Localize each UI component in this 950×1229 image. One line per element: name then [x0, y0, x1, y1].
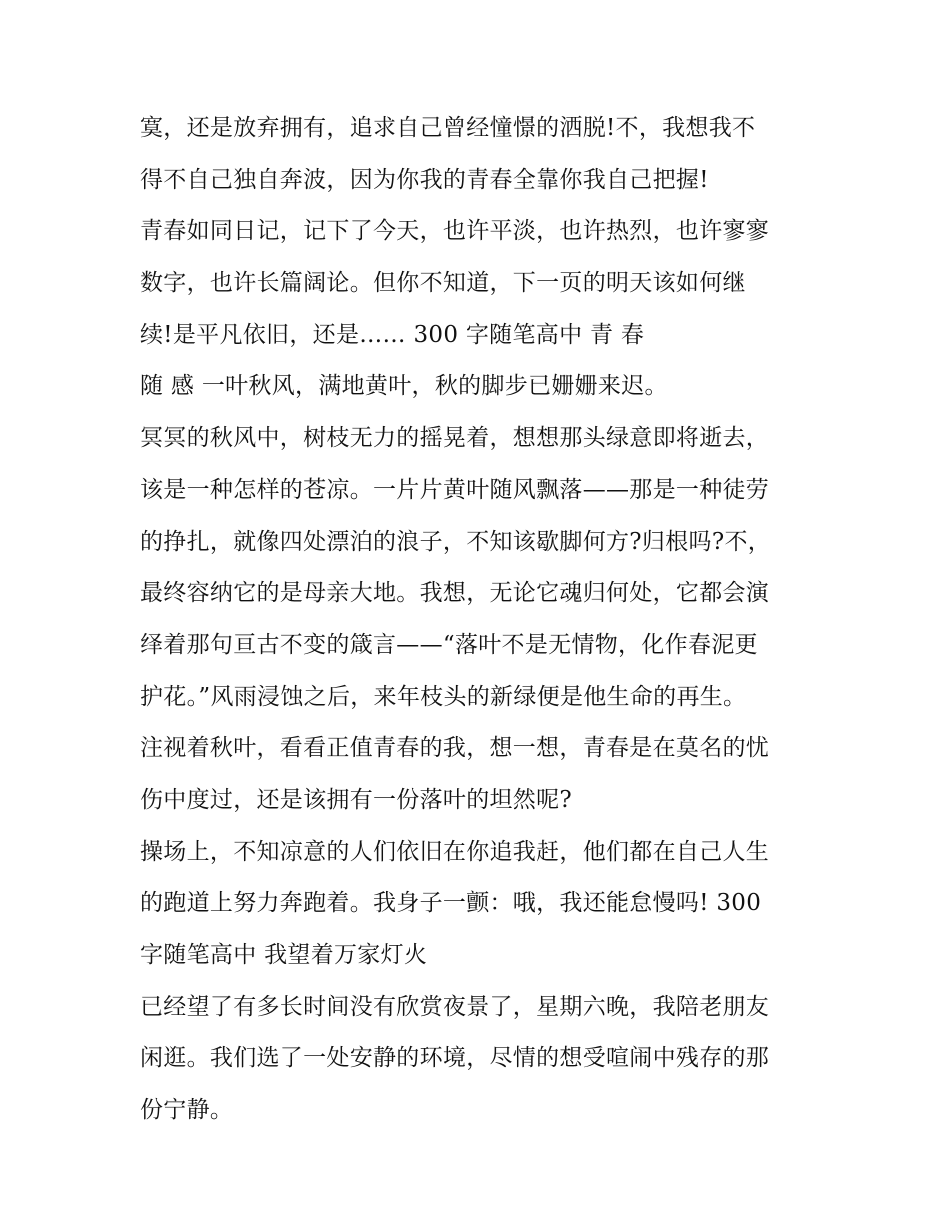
text-line: 该是一种怎样的苍凉。一片片黄叶随风飘落——那是一种徒劳 — [140, 476, 770, 503]
text-line: 已经望了有多长时间没有欣赏夜景了，星期六晚，我陪老朋友 — [140, 993, 770, 1020]
text-line: 份宁静。 — [140, 1097, 234, 1124]
text-line: 青春如同日记，记下了今天，也许平淡，也许热烈，也许寥寥 — [140, 218, 770, 245]
text-line: 最终容纳它的是母亲大地。我想，无论它魂归何处，它都会演 — [140, 580, 770, 607]
text-line: 绎着那句亘古不变的箴言——“落叶不是无情物，化作春泥更 — [140, 631, 758, 658]
text-line: 数字，也许长篇阔论。但你不知道，下一页的明天该如何继 — [140, 270, 746, 297]
text-line: 寞，还是放弃拥有，追求自己曾经憧憬的洒脱!不，我想我不 — [140, 115, 756, 141]
text-line: 的跑道上努力奔跑着。我身子一颤：哦，我还能怠慢吗! 300 — [140, 890, 762, 917]
text-line: 注视着秋叶，看看正值青春的我，想一想，青春是在莫名的忧 — [140, 735, 770, 762]
text-line: 伤中度过，还是该拥有一份落叶的坦然呢? — [140, 786, 573, 813]
text-line: 字随笔高中 我望着万家灯火 — [140, 942, 428, 968]
text-line: 冥冥的秋风中，树枝无力的摇晃着，想想那头绿意即将逝去， — [140, 425, 770, 452]
text-line: 的挣扎，就像四处漂泊的浪子，不知该歇脚何方?归根吗?不， — [140, 528, 772, 555]
text-line: 护花。”风雨浸蚀之后，来年枝头的新绿便是他生命的再生。 — [140, 683, 747, 710]
text-line: 得不自己独自奔波，因为你我的青春全靠你我自己把握! — [140, 166, 709, 193]
text-line: 操场上，不知凉意的人们依旧在你追我赶，他们都在自己人生 — [140, 838, 770, 865]
text-line: 随 感 一叶秋风，满地黄叶，秋的脚步已姗姗来迟。 — [140, 373, 668, 400]
text-line: 闲逛。我们选了一处安静的环境，尽情的想受喧闹中残存的那 — [140, 1045, 770, 1072]
text-line: 续!是平凡依旧，还是…… 300 字随笔高中 青 春 — [140, 321, 645, 348]
body-text — [140, 103, 830, 1137]
